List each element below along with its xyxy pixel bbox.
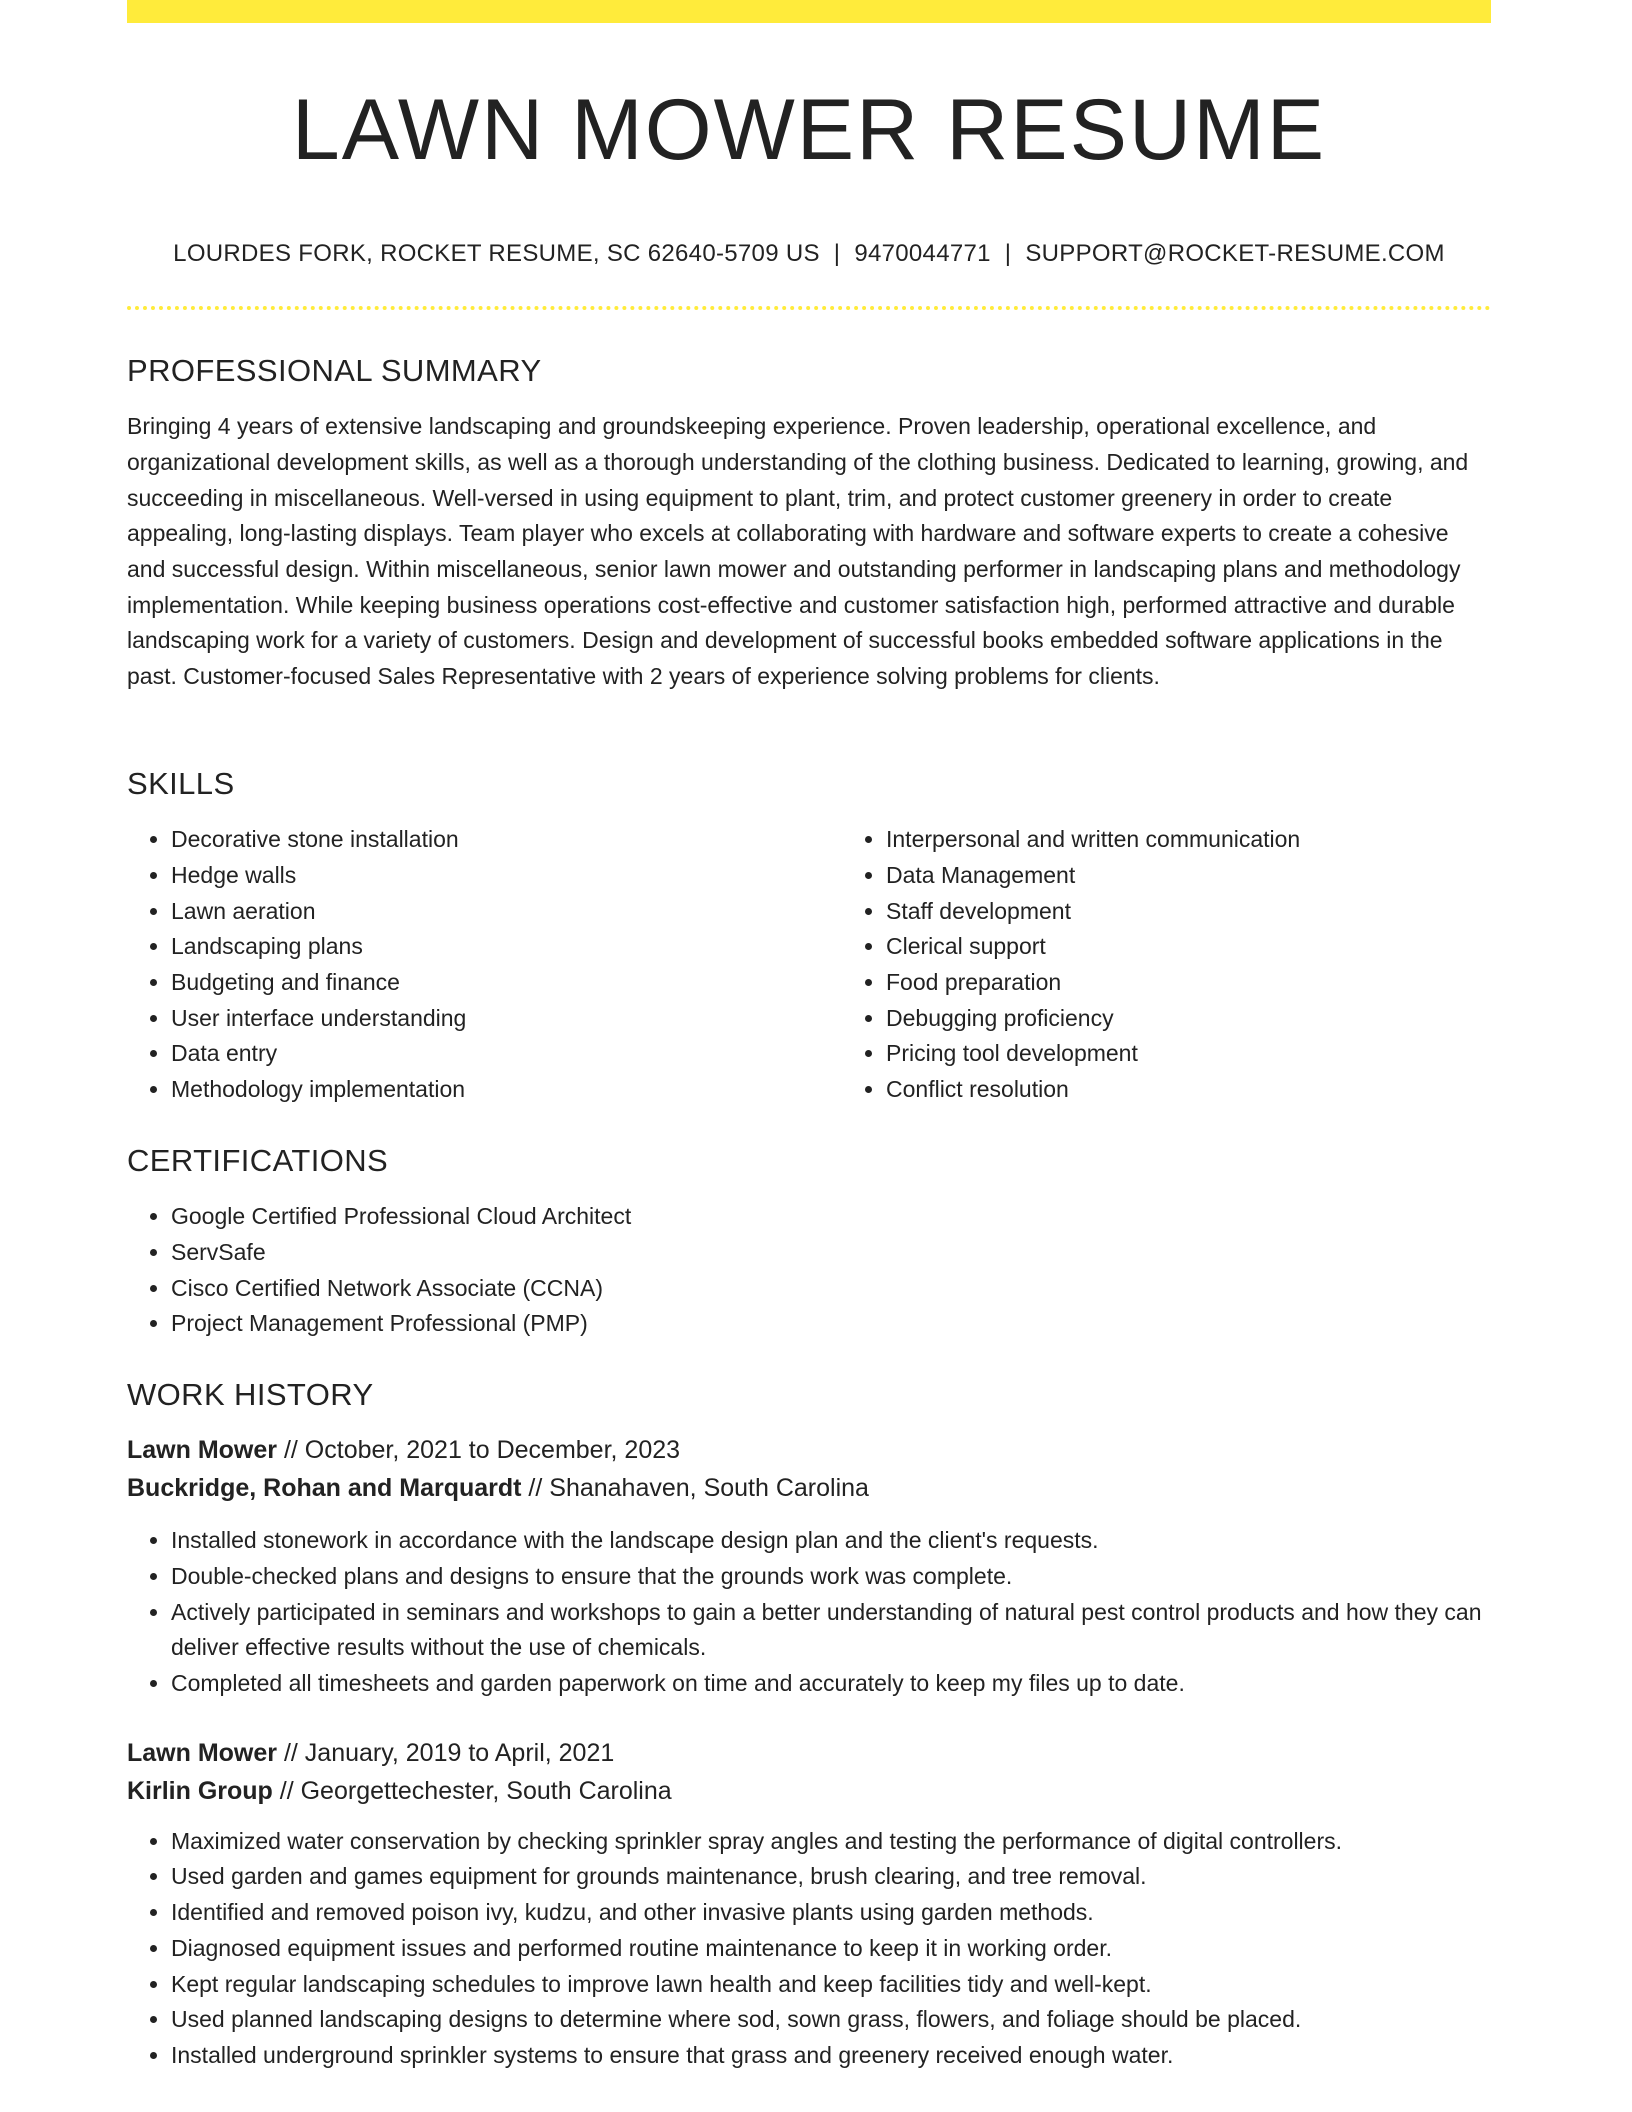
certification-item: • Google Certified Professional Cloud Architect (171, 1199, 1491, 1235)
skill-item: • Data Management (886, 858, 1557, 894)
skill-item: • Food preparation (886, 965, 1557, 1001)
work-history-section (127, 1376, 1491, 2074)
contact-line (127, 240, 1491, 268)
certification-item: • ServSafe (171, 1235, 1491, 1271)
resume-page (127, 0, 1491, 2068)
skill-item: • Methodology implementation (171, 1072, 842, 1108)
certifications-list (127, 1199, 1491, 1342)
job-title-line (127, 1734, 1491, 1772)
job-bullets (127, 1824, 1491, 2074)
job-dates: // October, 2021 to December, 2023 (277, 1436, 681, 1465)
job-location: // Shanahaven, South Carolina (521, 1474, 869, 1503)
skills-list-left (127, 822, 842, 1108)
job-company-line (127, 1469, 1491, 1507)
skill-item: • Staff development (886, 894, 1557, 930)
skills-heading: SKILLS (127, 766, 235, 801)
contact-phone: 9470044771 (854, 239, 991, 267)
job-dates: // January, 2019 to April, 2021 (277, 1738, 615, 1767)
skill-item: • Lawn aeration (171, 894, 842, 930)
job-bullets (127, 1523, 1491, 1702)
skills-columns (127, 822, 1491, 1108)
top-accent-bar (127, 0, 1491, 23)
job-company: Buckridge, Rohan and Marquardt (127, 1474, 522, 1503)
skill-item: • Budgeting and finance (171, 965, 842, 1001)
skills-list-right (842, 822, 1557, 1108)
contact-separator: | (833, 239, 841, 267)
certifications-section (127, 1142, 1491, 1342)
job-bullet: • Installed underground sprinkler systems to ensure that grass and greenery received enough water. (171, 2038, 1491, 2074)
resume-title: LAWN MOWER RESUME (291, 82, 1327, 178)
job-title: Lawn Mower (127, 1436, 278, 1465)
skill-item: • Conflict resolution (886, 1072, 1557, 1108)
skill-item: • Debugging proficiency (886, 1001, 1557, 1037)
summary-text: Bringing 4 years of extensive landscaping and groundskeeping experience. Proven leadership, operational excellence, and organizational development skills, as well as a thorough understanding of the clothing business. Dedicated to learning, growing, and succeeding in miscellaneous. Well-versed in using equipment to plant, trim, and protect customer greenery in order to create appealing, long-lasting displays. Team player who excels at collaborating with hardware and software experts to create a cohesive and successful design. Within miscellaneous, senior lawn mower and outstanding performer in landscaping plans and methodology implementation. While keeping business operations cost-effective and customer satisfaction high, performed attractive and durable landscaping work for a variety of customers. Design and development of successful books embedded software applications in the past. Customer-focused Sales Representative with 2 years of experience solving problems for clients. (127, 413, 1469, 690)
dotted-divider (127, 306, 1491, 310)
skill-item: • Data entry (171, 1036, 842, 1072)
job-bullet: • Actively participated in seminars and workshops to gain a better understanding of natural pest control products and how they can deliver effective results without the use of chemicals. (171, 1595, 1491, 1666)
skills-section (127, 765, 1491, 1108)
job-bullet: • Identified and removed poison ivy, kudzu, and other invasive plants using garden methods. (171, 1895, 1491, 1931)
skill-item: • Landscaping plans (171, 929, 842, 965)
job-entry (127, 1734, 1491, 2074)
job-bullet: • Double-checked plans and designs to ensure that the grounds work was complete. (171, 1559, 1491, 1595)
job-bullet: • Diagnosed equipment issues and performed routine maintenance to keep it in working order. (171, 1931, 1491, 1967)
summary-section (127, 352, 1491, 695)
certification-item: • Cisco Certified Network Associate (CCNA) (171, 1271, 1491, 1307)
job-title: Lawn Mower (127, 1738, 278, 1767)
skill-item: • Decorative stone installation (171, 822, 842, 858)
skill-item: • Clerical support (886, 929, 1557, 965)
job-entry (127, 1431, 1491, 1702)
job-company: Kirlin Group (127, 1776, 273, 1805)
job-bullet: • Completed all timesheets and garden paperwork on time and accurately to keep my files up to date. (171, 1666, 1491, 1702)
job-bullet: • Used planned landscaping designs to determine where sod, sown grass, flowers, and foliage should be placed. (171, 2002, 1491, 2038)
contact-address: LOURDES FORK, ROCKET RESUME, SC 62640-5709 US (173, 239, 820, 267)
job-title-line (127, 1431, 1491, 1469)
job-bullet: • Maximized water conservation by checking sprinkler spray angles and testing the performance of digital controllers. (171, 1824, 1491, 1860)
skill-item: • Interpersonal and written communication (886, 822, 1557, 858)
certification-item: • Project Management Professional (PMP) (171, 1306, 1491, 1342)
contact-email: SUPPORT@ROCKET-RESUME.COM (1025, 239, 1445, 267)
skill-item: • Pricing tool development (886, 1036, 1557, 1072)
skill-item: • Hedge walls (171, 858, 842, 894)
contact-separator: | (1004, 239, 1012, 267)
summary-heading: PROFESSIONAL SUMMARY (127, 353, 542, 388)
job-bullet: • Installed stonework in accordance with the landscape design plan and the client's requests. (171, 1523, 1491, 1559)
job-bullet: • Kept regular landscaping schedules to improve lawn health and keep facilities tidy and well-kept. (171, 1967, 1491, 2003)
certifications-heading: CERTIFICATIONS (127, 1143, 389, 1178)
job-bullet: • Used garden and games equipment for grounds maintenance, brush clearing, and tree removal. (171, 1859, 1491, 1895)
job-company-line (127, 1772, 1491, 1810)
job-location: // Georgettechester, South Carolina (272, 1776, 672, 1805)
skill-item: • User interface understanding (171, 1001, 842, 1037)
work-history-heading: WORK HISTORY (127, 1377, 374, 1412)
